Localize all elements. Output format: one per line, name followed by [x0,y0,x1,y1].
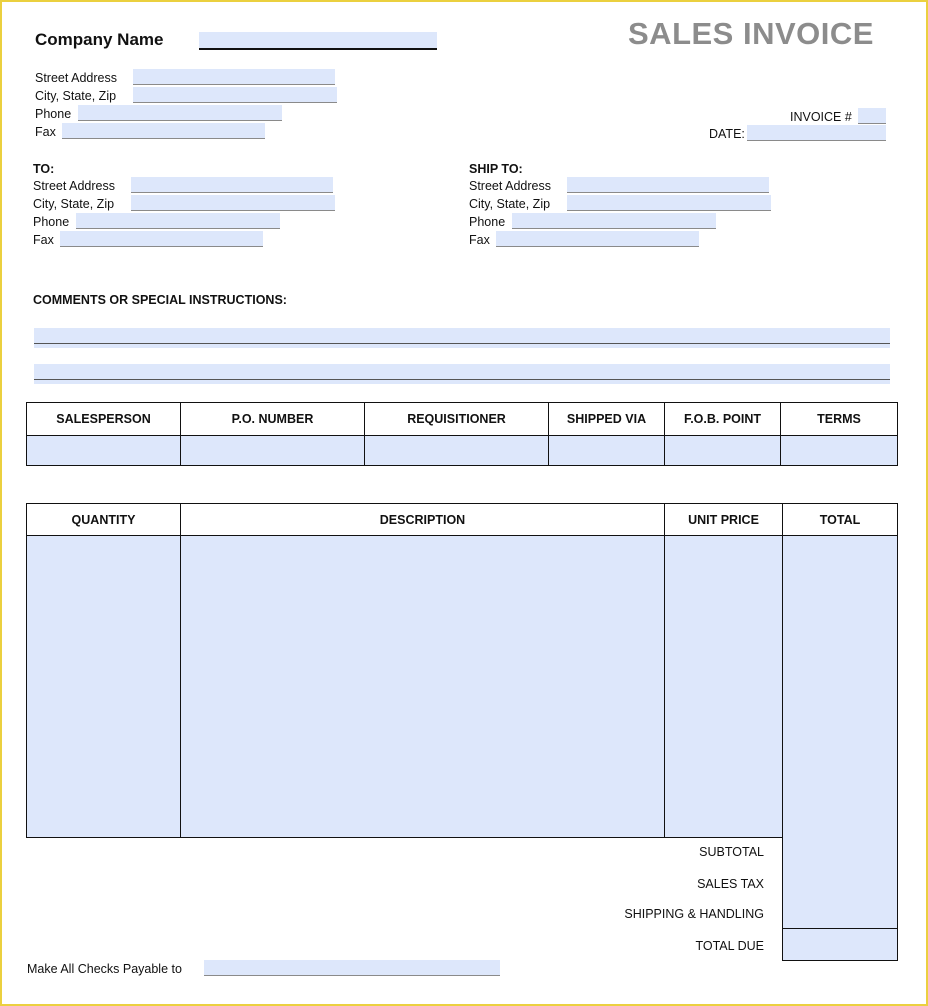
payable-to-label: Make All Checks Payable to [27,962,182,976]
to-phone-label: Phone [33,215,70,229]
to-fax-label: Fax [33,233,54,247]
company-city-field[interactable] [133,87,337,103]
company-street-label: Street Address [35,71,117,85]
to-phone-field[interactable] [76,213,280,229]
sales-tax-label: SALES TAX [697,877,764,891]
ship-to-street-field[interactable] [567,177,769,193]
payable-to-field[interactable] [204,960,500,976]
ship-to-fax-label: Fax [469,233,490,247]
to-city-label: City, State, Zip [33,197,115,211]
company-name-label: Company Name [35,30,164,49]
line-items-body-row [27,536,898,838]
order-info-table [26,402,898,466]
line-items-header-row [27,504,898,536]
salesperson-cell[interactable] [27,436,181,466]
ship-to-phone-label: Phone [469,215,506,229]
company-phone-label: Phone [35,107,72,121]
to-heading: TO: [33,162,55,176]
col-header-unit-price: UNIT PRICE [665,504,783,536]
invoice-number-label: INVOICE # [790,110,852,124]
quantity-cell[interactable] [27,536,181,838]
date-label: DATE: [709,127,745,141]
order-info-row [27,436,898,466]
comments-line-2[interactable] [34,364,890,384]
unit-price-cell[interactable] [665,536,783,838]
total-cell[interactable] [783,536,898,838]
comments-heading: COMMENTS OR SPECIAL INSTRUCTIONS: [33,293,287,307]
description-cell[interactable] [181,536,665,838]
shipping-handling-label: SHIPPING & HANDLING [624,907,764,921]
po-number-cell[interactable] [181,436,365,466]
col-header-quantity: QUANTITY [27,504,181,536]
company-fax-label: Fax [35,125,56,139]
ship-to-fax-field[interactable] [496,231,699,247]
fob-point-cell[interactable] [665,436,781,466]
order-info-header-row [27,403,898,436]
subtotal-label: SUBTOTAL [699,845,764,859]
ship-to-phone-field[interactable] [512,213,716,229]
company-name-field[interactable] [199,32,437,50]
subtotal-tax-shipping-field[interactable] [782,837,898,929]
col-header-terms: TERMS [781,403,898,436]
total-due-label: TOTAL DUE [695,939,764,953]
col-header-description: DESCRIPTION [181,504,665,536]
company-fax-field[interactable] [62,123,265,139]
ship-to-heading: SHIP TO: [469,162,523,176]
date-field[interactable] [747,125,886,141]
col-header-salesperson: SALESPERSON [27,403,181,436]
invoice-title: SALES INVOICE [628,16,874,51]
company-city-label: City, State, Zip [35,89,117,103]
line-items-table [26,503,898,838]
col-header-total: TOTAL [783,504,898,536]
company-street-field[interactable] [133,69,335,85]
ship-to-city-label: City, State, Zip [469,197,551,211]
col-header-shipped-via: SHIPPED VIA [549,403,665,436]
requisitioner-cell[interactable] [365,436,549,466]
to-street-field[interactable] [131,177,333,193]
col-header-requisitioner: REQUISITIONER [365,403,549,436]
to-city-field[interactable] [131,195,335,211]
col-header-fob-point: F.O.B. POINT [665,403,781,436]
terms-cell[interactable] [781,436,898,466]
comments-line-1[interactable] [34,328,890,348]
ship-to-street-label: Street Address [469,179,551,193]
shipped-via-cell[interactable] [549,436,665,466]
company-phone-field[interactable] [78,105,282,121]
col-header-po-number: P.O. NUMBER [181,403,365,436]
ship-to-city-field[interactable] [567,195,771,211]
invoice-number-field[interactable] [858,108,886,124]
to-street-label: Street Address [33,179,115,193]
total-due-field[interactable] [782,929,898,961]
to-fax-field[interactable] [60,231,263,247]
